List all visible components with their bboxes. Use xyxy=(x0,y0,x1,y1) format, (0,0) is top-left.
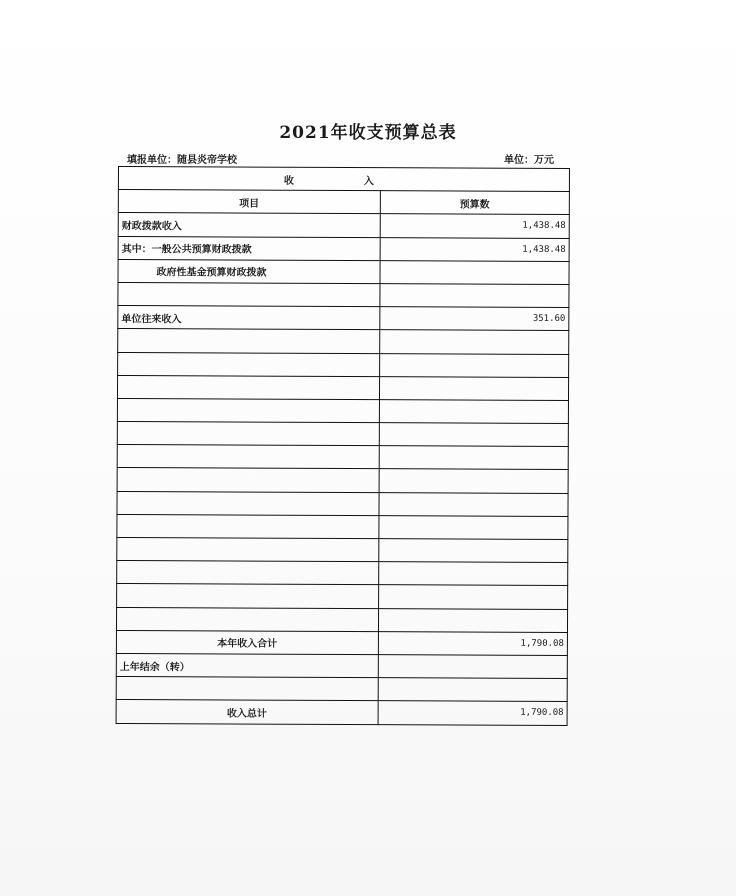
row-value xyxy=(379,400,569,424)
table-row xyxy=(117,375,568,400)
row-value xyxy=(378,539,568,563)
column-header-row xyxy=(118,190,569,215)
row-value: 351.60 xyxy=(379,307,569,331)
carryover-row xyxy=(116,653,567,678)
table-row xyxy=(116,677,567,702)
budget-table xyxy=(116,166,570,725)
row-label xyxy=(117,491,379,515)
table-row xyxy=(117,398,568,423)
table-row xyxy=(117,514,568,539)
row-value xyxy=(378,515,568,539)
row-value xyxy=(378,678,568,702)
table-row xyxy=(117,468,568,493)
row-value: 1,438.48 xyxy=(380,237,570,261)
row-label: 政府性基金预算财政拨款 xyxy=(118,259,380,283)
row-label: 单位往来收入 xyxy=(118,306,380,330)
row-value xyxy=(379,284,569,308)
row-label xyxy=(117,514,379,538)
row-label: 其中：一般公共预算财政拨款 xyxy=(118,236,380,260)
section-header-row xyxy=(118,167,569,192)
row-label: 财政拨款收入 xyxy=(118,213,380,237)
grand-total-value: 1,790.08 xyxy=(378,701,568,725)
table-row xyxy=(116,607,567,632)
row-label xyxy=(117,445,379,469)
table-row xyxy=(118,329,569,354)
table-row xyxy=(118,282,569,307)
row-label xyxy=(117,561,379,585)
grand-total-row xyxy=(116,700,567,725)
row-label xyxy=(117,422,379,446)
row-value xyxy=(378,608,568,632)
row-label xyxy=(117,584,379,608)
table-row xyxy=(117,445,568,470)
table-row xyxy=(118,259,569,284)
row-value xyxy=(379,330,569,354)
table-row xyxy=(117,537,568,562)
column-header-amount: 预算数 xyxy=(380,191,570,215)
row-value xyxy=(378,585,568,609)
row-value xyxy=(379,492,569,516)
row-value xyxy=(379,376,569,400)
row-label xyxy=(117,398,379,422)
table-row xyxy=(117,584,568,609)
table-row xyxy=(118,213,569,238)
table-row xyxy=(117,422,568,447)
year-total-label: 本年收入合计 xyxy=(116,630,378,654)
carryover-value xyxy=(378,655,568,679)
row-label xyxy=(117,375,379,399)
row-value xyxy=(379,446,569,470)
row-value xyxy=(379,353,569,377)
table-row xyxy=(117,491,568,516)
reporting-unit-label: 填报单位：随县炎帝学校 xyxy=(127,155,237,166)
row-value: 1,438.48 xyxy=(380,214,570,238)
row-label xyxy=(118,352,380,376)
document-title: 2021年收支预算总表 xyxy=(279,123,457,143)
table-row xyxy=(118,236,569,261)
grand-total-label: 收入总计 xyxy=(116,700,378,724)
row-value xyxy=(378,562,568,586)
column-header-item: 项目 xyxy=(118,190,380,214)
year-total-row xyxy=(116,630,567,655)
row-label xyxy=(116,677,378,701)
table-row xyxy=(118,352,569,377)
row-value xyxy=(379,423,569,447)
section-header: 收 入 xyxy=(118,167,569,192)
row-label xyxy=(118,329,380,353)
currency-unit-label: 单位：万元 xyxy=(504,155,554,166)
row-label xyxy=(117,468,379,492)
row-label xyxy=(117,537,379,561)
row-value xyxy=(380,260,570,284)
table-row xyxy=(117,561,568,586)
row-label xyxy=(116,607,378,631)
row-value xyxy=(379,469,569,493)
carryover-label: 上年结余（转） xyxy=(116,653,378,677)
row-label xyxy=(118,282,380,306)
year-total-value: 1,790.08 xyxy=(378,631,568,655)
table-row xyxy=(118,306,569,331)
